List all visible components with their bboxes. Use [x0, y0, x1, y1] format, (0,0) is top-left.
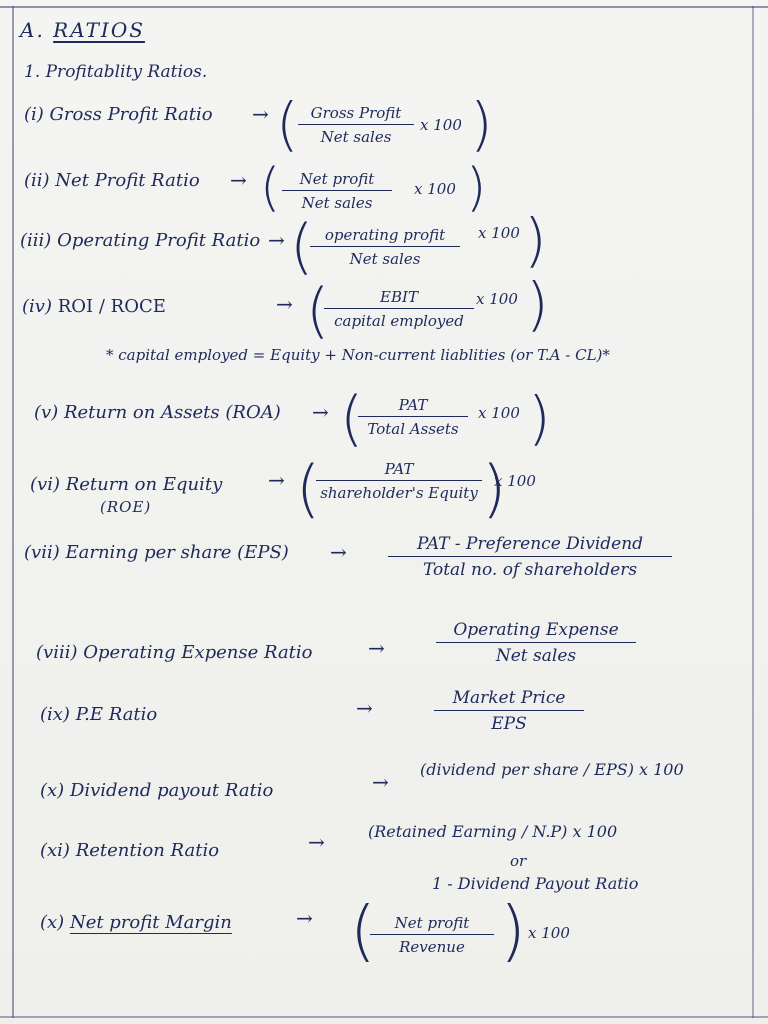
- fraction-denominator: Net sales: [320, 128, 392, 146]
- multiplier: x 100: [528, 924, 570, 942]
- item-12: [40, 912, 232, 933]
- multiplier: x 100: [478, 404, 520, 422]
- fraction: [282, 170, 392, 212]
- item-2: [24, 170, 200, 191]
- item-8: [36, 642, 313, 663]
- fraction-denominator: EPS: [491, 714, 527, 734]
- item-number: (vi): [30, 474, 60, 495]
- multiplier: x 100: [494, 472, 536, 490]
- item-label: Return on Assets (ROA): [63, 402, 281, 423]
- close-paren-icon: ): [500, 892, 526, 969]
- multiplier: x 100: [478, 224, 520, 242]
- fraction-numerator: Gross Profit: [298, 104, 414, 125]
- fraction-denominator: Net sales: [349, 250, 421, 268]
- formula: (dividend per share / EPS) x 100: [420, 760, 684, 779]
- item-label: Retention Ratio: [75, 840, 220, 861]
- open-paren-icon: (: [296, 452, 321, 525]
- item-number: (i): [24, 104, 44, 125]
- close-paren-icon: ): [466, 158, 487, 218]
- fraction-numerator: Net profit: [370, 914, 494, 935]
- alternate-formula: 1 - Dividend Payout Ratio: [432, 874, 639, 893]
- fraction-numerator: Net profit: [282, 170, 392, 191]
- fraction-denominator: Net sales: [301, 194, 373, 212]
- arrow-icon: →: [230, 168, 247, 192]
- section-heading: [20, 18, 145, 42]
- open-paren-icon: (: [306, 276, 330, 346]
- item-number: (iv): [22, 296, 52, 317]
- item-number: (vii): [24, 542, 60, 563]
- capital-employed-note: * capital employed = Equity + Non-current liablities (or T.A - CL)*: [106, 346, 610, 364]
- close-paren-icon: ): [470, 90, 493, 158]
- close-paren-icon: ): [528, 384, 551, 452]
- arrow-icon: →: [268, 228, 285, 252]
- item-number: (ii): [24, 170, 50, 191]
- item-4: [22, 296, 166, 317]
- open-paren-icon: (: [350, 892, 376, 969]
- page-border-left: [12, 6, 14, 1018]
- item-11: [40, 840, 219, 861]
- item-10: [40, 780, 273, 801]
- fraction: [370, 914, 494, 956]
- item-number: (v): [34, 402, 59, 423]
- subheading: 1. Profitablity Ratios.: [24, 62, 208, 82]
- formula: (Retained Earning / N.P) x 100: [368, 822, 618, 841]
- page-border-top: [0, 6, 768, 8]
- close-paren-icon: ): [526, 270, 549, 338]
- fraction: [310, 226, 460, 268]
- item-label: ROI / ROCE: [57, 296, 166, 317]
- item-1: [24, 104, 213, 125]
- arrow-icon: →: [312, 400, 329, 424]
- arrow-icon: →: [308, 830, 325, 854]
- fraction: [436, 620, 636, 666]
- item-label: Return on Equity: [65, 474, 223, 495]
- multiplier: x 100: [414, 180, 456, 198]
- open-paren-icon: (: [340, 384, 364, 454]
- item-label: Net profit Margin: [69, 912, 232, 933]
- item-number: (x): [40, 912, 65, 933]
- arrow-icon: →: [276, 292, 293, 316]
- fraction-numerator: PAT: [358, 396, 468, 417]
- fraction: [388, 534, 672, 580]
- item-label: Gross Profit Ratio: [49, 104, 213, 125]
- item-3: [20, 230, 260, 251]
- item-label: Operating Profit Ratio: [57, 230, 261, 251]
- fraction-denominator: Total Assets: [367, 420, 459, 438]
- close-paren-icon: ): [524, 206, 547, 274]
- fraction: [298, 104, 414, 146]
- section-title: RATIOS: [53, 18, 145, 42]
- fraction-numerator: operating profit: [310, 226, 460, 247]
- or-text: or: [510, 852, 527, 870]
- item-label: Dividend payout Ratio: [69, 780, 274, 801]
- arrow-icon: →: [268, 468, 285, 492]
- fraction-denominator: shareholder's Equity: [320, 484, 478, 502]
- fraction: [434, 688, 584, 734]
- fraction-numerator: Operating Expense: [436, 620, 636, 643]
- open-paren-icon: (: [260, 158, 281, 218]
- fraction-denominator: Net sales: [495, 646, 577, 666]
- open-paren-icon: (: [276, 90, 299, 158]
- item-number: (x): [40, 780, 65, 801]
- fraction: [324, 288, 474, 330]
- arrow-icon: →: [296, 906, 313, 930]
- item-label-abbrev: (ROE): [100, 498, 152, 516]
- page-border-bottom: [0, 1016, 768, 1018]
- item-label: Earning per share (EPS): [65, 542, 289, 563]
- section-prefix: A.: [20, 18, 45, 42]
- item-9: [40, 704, 157, 725]
- item-label: P.E Ratio: [75, 704, 158, 725]
- fraction-denominator: capital employed: [334, 312, 464, 330]
- item-number: (xi): [40, 840, 70, 861]
- multiplier: x 100: [420, 116, 462, 134]
- fraction: [358, 396, 468, 438]
- item-number: (iii): [20, 230, 52, 251]
- fraction-numerator: PAT - Preference Dividend: [388, 534, 672, 557]
- item-5: [34, 402, 281, 423]
- arrow-icon: →: [330, 540, 347, 564]
- item-label: Operating Expense Ratio: [83, 642, 313, 663]
- fraction: [316, 460, 482, 502]
- open-paren-icon: (: [290, 212, 314, 282]
- item-6: [30, 474, 222, 495]
- item-number: (viii): [36, 642, 78, 663]
- fraction-numerator: EBIT: [324, 288, 474, 309]
- arrow-icon: →: [252, 102, 269, 126]
- close-paren-icon: ): [482, 452, 507, 525]
- fraction-numerator: PAT: [316, 460, 482, 481]
- multiplier: x 100: [476, 290, 518, 308]
- fraction-denominator: Total no. of shareholders: [422, 560, 638, 580]
- item-label: Net Profit Ratio: [55, 170, 200, 191]
- item-number: (ix): [40, 704, 70, 725]
- arrow-icon: →: [368, 636, 385, 660]
- item-7: [24, 542, 289, 563]
- page-border-right: [752, 6, 754, 1018]
- arrow-icon: →: [356, 696, 373, 720]
- arrow-icon: →: [372, 770, 389, 794]
- fraction-numerator: Market Price: [434, 688, 584, 711]
- fraction-denominator: Revenue: [399, 938, 465, 956]
